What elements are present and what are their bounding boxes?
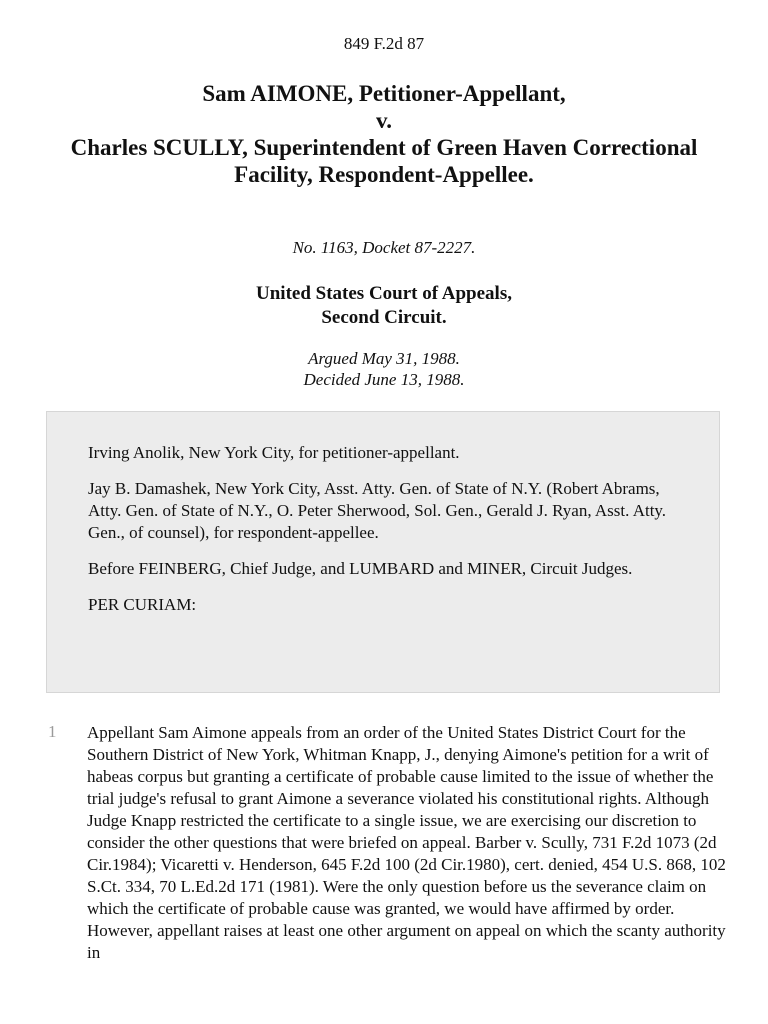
decided-date: Decided June 13, 1988. xyxy=(303,370,465,389)
per-curiam-label: PER CURIAM: xyxy=(88,595,197,614)
counsel-panel xyxy=(46,411,720,693)
title-respondent-continued: Facility, Respondent-Appellee. xyxy=(234,162,534,187)
counsel-appellee: Jay B. Damashek, New York City, Asst. Atty. Gen. of State of N.Y. (Robert Abrams, Atty. Gen. of State of N.Y., O. Peter Sherwood, Sol. Gen., Gerald J. Ryan, Asst. Atty. Gen., of counsel), for respondent-appellee. xyxy=(88,479,667,542)
case-dates xyxy=(0,348,768,390)
docket-number: No. 1163, Docket 87-2227. xyxy=(292,238,476,257)
court-name-line1: United States Court of Appeals, xyxy=(256,283,512,304)
case-title xyxy=(60,80,708,188)
court-name-line2: Second Circuit. xyxy=(321,307,447,328)
paragraph-text: Appellant Sam Aimone appeals from an order of the United States District Court for the Southern District of New York, Whitman Knapp, J., denying Aimone's petition for a writ of habeas corpus but granting a certificate of probable cause limited to the issue of whether the trial judge's refusal to grant Aimone a severance violated his constitutional rights. Although Judge Knapp restricted the certificate to a single issue, we are exercising our discretion to consider the other questions that were briefed on appeal. Barber v. Scully, 731 F.2d 1073 (2d Cir.1984); Vicaretti v. Henderson, 645 F.2d 100 (2d Cir.1980), cert. denied, 454 U.S. 868, 102 S.Ct. 334, 70 L.Ed.2d 171 (1981). Were the only question before us the severance claim on which the certificate of probable cause was granted, we would have affirmed by order. However, appellant raises at least one other argument on appeal on which the scanty authority in xyxy=(87,723,726,962)
argued-date: Argued May 31, 1988. xyxy=(308,349,460,368)
counsel-appellant: Irving Anolik, New York City, for petitioner-appellant. xyxy=(88,443,460,462)
case-citation: 849 F.2d 87 xyxy=(343,34,425,53)
title-respondent: Charles SCULLY, Superintendent of Green Haven Correctional xyxy=(70,135,698,160)
paragraph-number: 1 xyxy=(48,722,57,741)
court-name xyxy=(0,282,768,330)
title-versus: v. xyxy=(376,108,392,133)
panel-judges: Before FEINBERG, Chief Judge, and LUMBARD and MINER, Circuit Judges. xyxy=(88,559,633,578)
title-petitioner: Sam AIMONE, Petitioner-Appellant, xyxy=(202,81,566,106)
